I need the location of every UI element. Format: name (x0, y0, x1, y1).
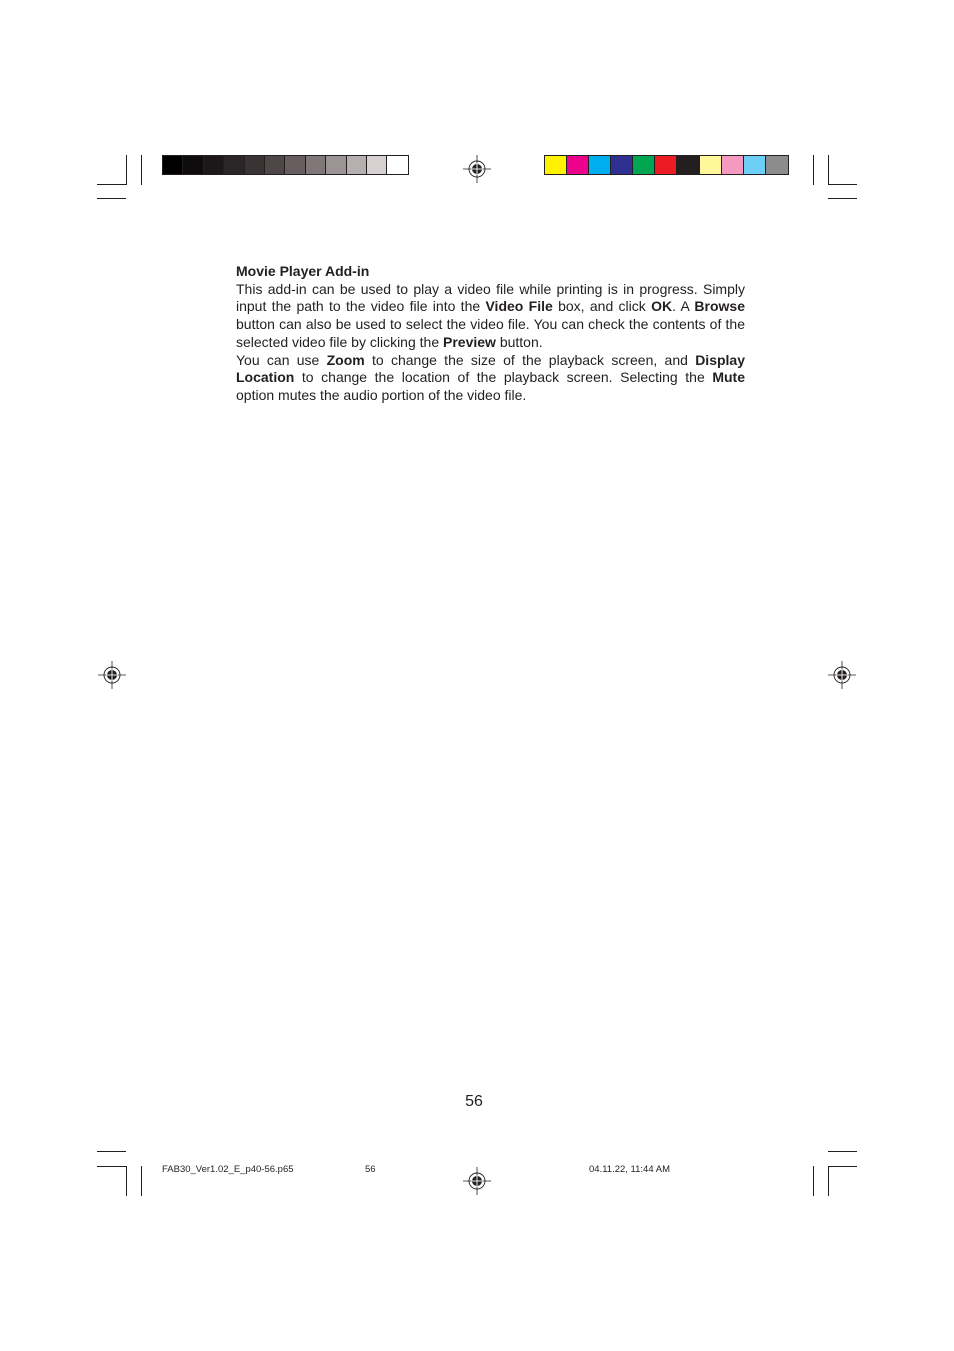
term-zoom: Zoom (326, 351, 365, 368)
color-swatch (611, 156, 633, 174)
color-swatch (387, 156, 407, 174)
crop-mark (813, 1166, 814, 1196)
color-swatch (245, 156, 265, 174)
color-swatch (545, 156, 567, 174)
color-swatch (655, 156, 677, 174)
color-swatch (677, 156, 699, 174)
paragraph-options (236, 352, 745, 405)
text: button can also be used to select the video file. You can check the contents of the selected video file by clicking the (236, 316, 745, 350)
registration-mark-icon (463, 155, 491, 183)
text: option mutes the audio portion of the video file. (236, 386, 527, 403)
color-swatch (700, 156, 722, 174)
color-swatch (633, 156, 655, 174)
registration-mark-icon (828, 661, 856, 689)
color-swatch (163, 156, 183, 174)
crop-mark (828, 198, 857, 199)
crop-mark (97, 198, 126, 199)
footer-filename: FAB30_Ver1.02_E_p40-56.p65 (162, 1164, 294, 1175)
color-swatch (306, 156, 326, 174)
crop-mark (97, 1166, 126, 1167)
text: box, and click (552, 298, 652, 315)
registration-mark-icon (463, 1167, 491, 1195)
crop-mark (828, 1166, 857, 1167)
color-swatch (567, 156, 589, 174)
color-swatch (265, 156, 285, 174)
paragraph-intro (236, 281, 745, 352)
color-swatch (367, 156, 387, 174)
crop-mark (97, 184, 126, 185)
term-mute: Mute (712, 369, 745, 386)
crop-mark (126, 1166, 127, 1196)
text: This add-in can be used to play a video file while printing is in progress. Simply input the path to the video file into the (236, 280, 745, 315)
color-swatch (224, 156, 244, 174)
color-swatch (589, 156, 611, 174)
color-swatch (722, 156, 744, 174)
color-swatch (204, 156, 224, 174)
footer-timestamp: 04.11.22, 11:44 AM (589, 1164, 670, 1175)
text: to change the location of the playback screen. Selecting the (294, 369, 713, 386)
crop-mark (828, 155, 829, 185)
term-preview: Preview (443, 333, 496, 350)
registration-mark-icon (98, 661, 126, 689)
color-swatch (766, 156, 788, 174)
process-color-bar (544, 155, 789, 175)
color-swatch (347, 156, 367, 174)
color-swatch (744, 156, 766, 174)
color-swatch (285, 156, 305, 174)
term-ok: OK (651, 298, 673, 315)
text: You can use (236, 351, 327, 368)
crop-mark (141, 1166, 142, 1196)
text: button. (495, 333, 543, 350)
section-movie-player (236, 263, 745, 405)
crop-mark (141, 155, 142, 185)
crop-mark (126, 155, 127, 185)
crop-mark (97, 1151, 126, 1152)
page-number: 56 (465, 1093, 483, 1110)
term-display-location: Display Location (236, 351, 745, 386)
color-swatch (183, 156, 203, 174)
text: to change the size of the playback screen, and (364, 351, 696, 368)
footer-page: 56 (365, 1164, 376, 1175)
crop-mark (828, 1151, 857, 1152)
crop-mark (828, 184, 857, 185)
crop-mark (828, 1166, 829, 1196)
term-browse: Browse (694, 298, 745, 315)
term-video-file: Video File (485, 298, 553, 315)
color-swatch (326, 156, 346, 174)
crop-mark (813, 155, 814, 185)
text: . A (672, 298, 695, 315)
section-heading: Movie Player Add-in (236, 263, 370, 279)
grayscale-color-bar (162, 155, 409, 175)
